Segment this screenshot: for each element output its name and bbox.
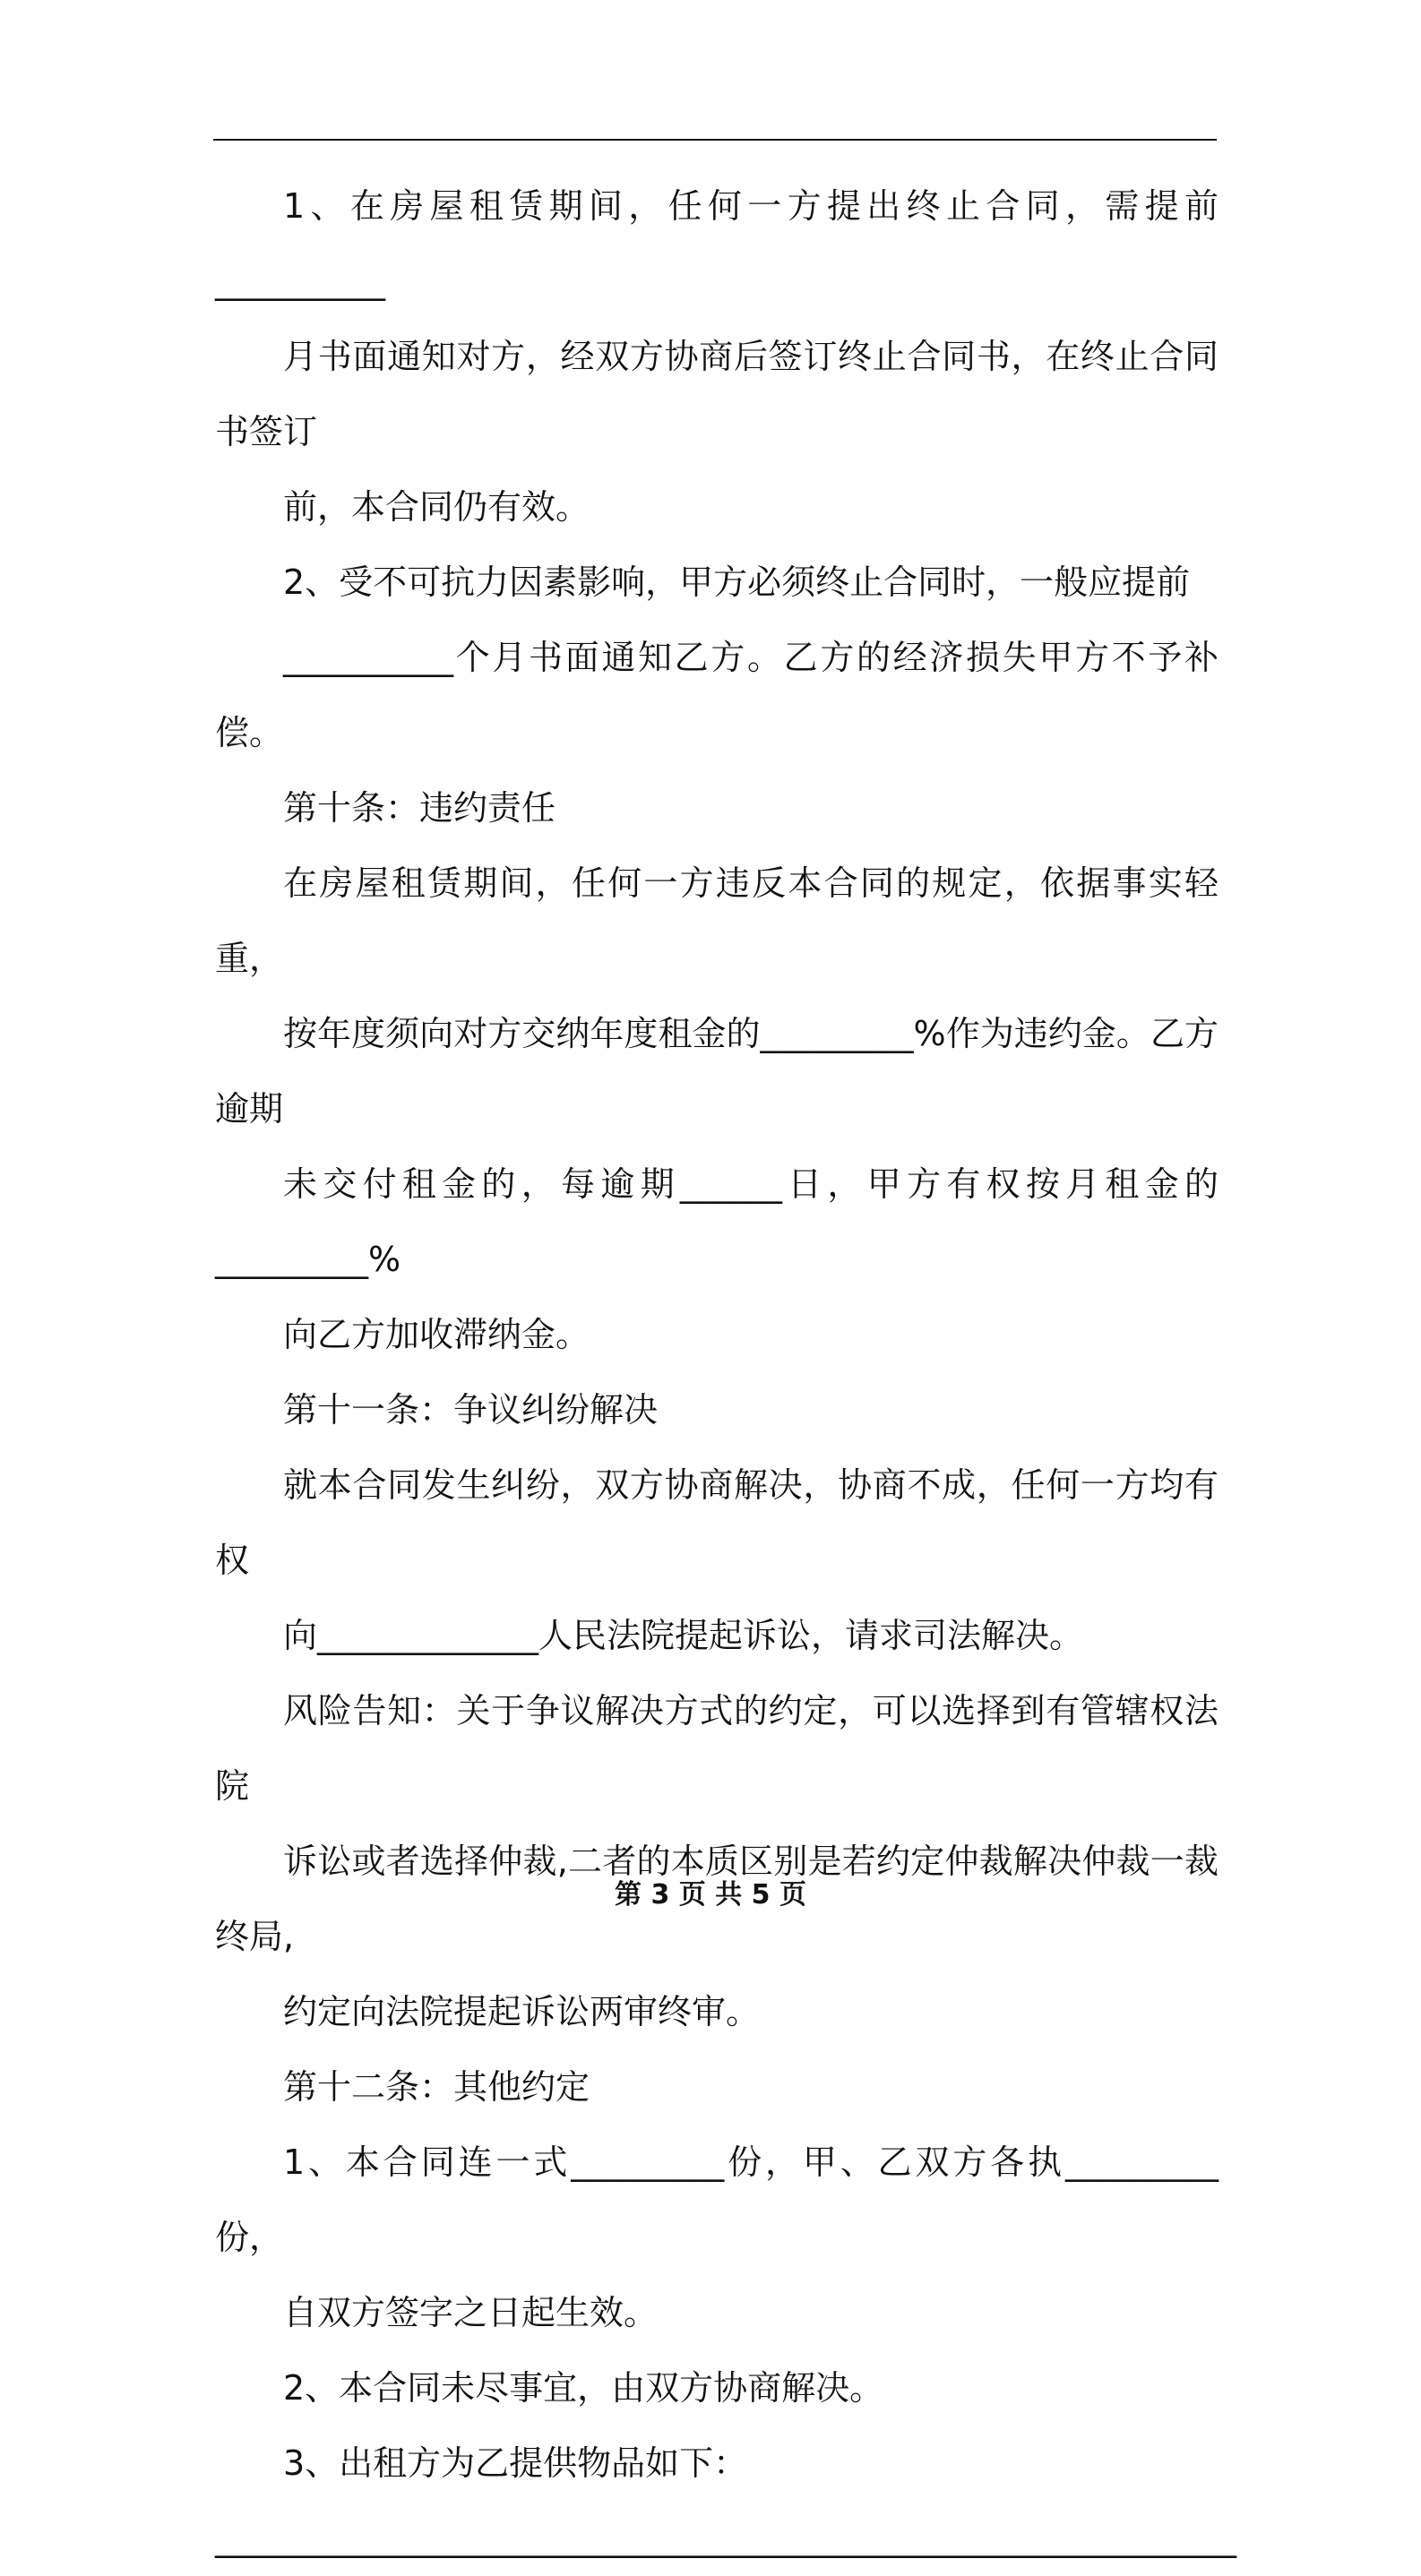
document-body	[215, 168, 1236, 2576]
clause-1: 1、在房屋租赁期间，任何一方提出终止合同，需提前__________ 月书面通知对方，经双方协商后签订终止合同书，在终止合同书签订 前，本合同仍有效。	[215, 186, 1219, 527]
page-number-footer: 第 3 页 共 5 页	[615, 1879, 806, 1911]
blank-fill-line: ____________________________________________________________	[215, 2519, 1236, 2558]
article-11-heading: 第十一条：争议纠纷解决	[283, 1390, 659, 1430]
clause-2: 2、受不可抗力因素影响，甲方必须终止合同时，一般应提前 __________个月书面通知乙方。乙方的经济损失甲方不予补偿。	[215, 562, 1219, 752]
article-12-item-2: 2、本合同未尽事宜，由双方协商解决。	[283, 2368, 884, 2408]
risk-notice: 风险告知：关于争议解决方式的约定，可以选择到有管辖权法院 诉讼或者选择仲裁,二者的本质区别是若约定仲裁解决仲裁一裁终局, 约定向法院提起诉讼两审终审。	[215, 1691, 1219, 2031]
article-10-heading: 第十条：违约责任	[283, 788, 556, 828]
article-12-item-3: 3、出租方为乙提供物品如下：	[283, 2443, 748, 2483]
article-12-heading: 第十二条：其他约定	[283, 2067, 590, 2107]
article-12-item-1: 1、本合同连一式_________份，甲、乙双方各执_________份， 自双方签字之日起生效。	[215, 2142, 1219, 2332]
article-11-body: 就本合同发生纠纷，双方协商解决，协商不成，任何一方均有权 向_____________人民法院提起诉讼，请求司法解决。	[215, 1465, 1219, 1655]
article-10-body: 在房屋租赁期间，任何一方违反本合同的规定，依据事实轻重， 按年度须向对方交纳年度租金的_________%作为违约金。乙方逾期 未交付租金的，每逾期______日，甲方有权按月租金的_________% 向乙方加收滞纳金。	[215, 863, 1219, 1354]
header-rule	[213, 139, 1217, 141]
